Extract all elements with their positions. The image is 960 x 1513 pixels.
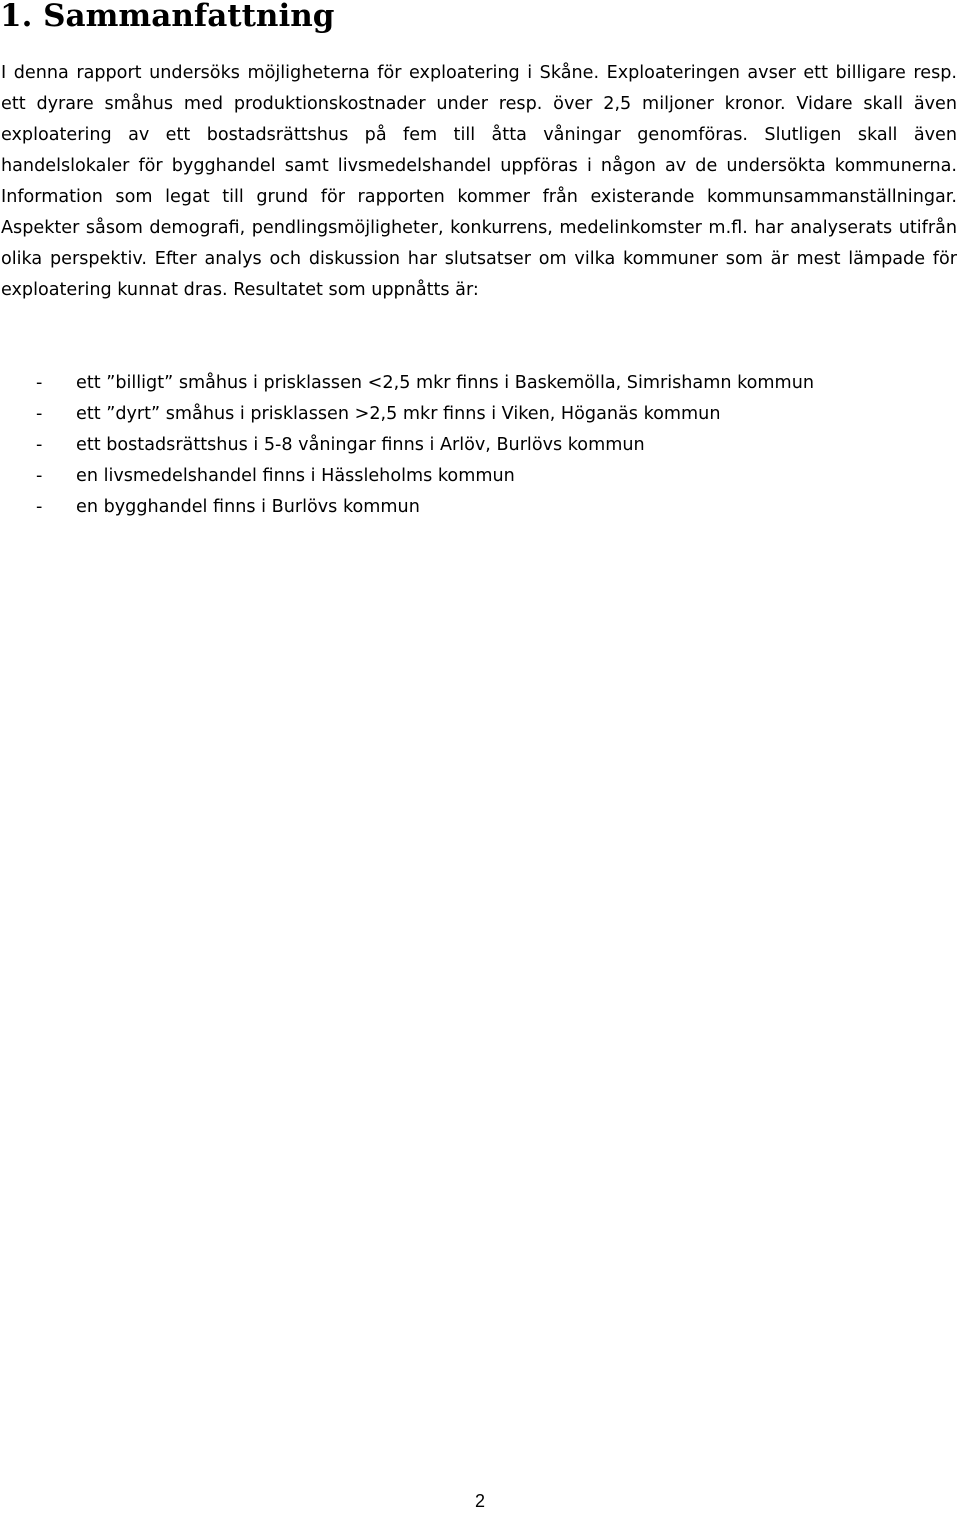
list-dash: - [36,435,43,455]
list-item [0,399,814,430]
list-item [0,461,814,492]
list-item [0,492,814,523]
page-number: 2 [474,1491,485,1511]
list-item-text: en livsmedelshandel finns i Hässleholms kommun [76,466,515,486]
results-list [0,368,814,523]
list-dash: - [36,373,43,393]
list-item-text: ett ”billigt” småhus i prisklassen <2,5 mkr finns i Baskemölla, Simrishamn kommun [76,373,815,393]
list-dash: - [36,404,43,424]
list-item [0,430,814,461]
list-dash: - [36,466,43,486]
section-heading: 1. Sammanfattning [0,0,335,34]
list-item [0,368,814,399]
list-item-text: en bygghandel finns i Burlövs kommun [76,497,420,517]
list-dash: - [36,497,43,517]
list-item-text: ett bostadsrättshus i 5-8 våningar finns i Arlöv, Burlövs kommun [76,435,645,455]
summary-paragraph: I denna rapport undersöks möjligheterna för exploatering i Skåne. Exploateringen avser ett billigare resp. ett dyrare småhus med produktionskostnader under resp. över 2,5 miljoner kronor. Vidare skall även exploatering av ett bostadsrättshus på fem till åtta våningar genomföras. Slutligen skall även handelslokaler för bygghandel samt livsmedelshandel uppföras i någon av de undersökta kommunerna. Information som legat till grund för rapporten kommer från existerande kommunsammanställningar. Aspekter såsom demografi, pendlingsmöjligheter, konkurrens, medelinkomster m.fl. har analyserats utifrån olika perspektiv. Efter analys och diskussion har slutsatser om vilka kommuner som är mest lämpade för exploatering kunnat dras. Resultatet som uppnåtts är: [1,63,957,300]
list-item-text: ett ”dyrt” småhus i prisklassen >2,5 mkr finns i Viken, Höganäs kommun [76,404,721,424]
